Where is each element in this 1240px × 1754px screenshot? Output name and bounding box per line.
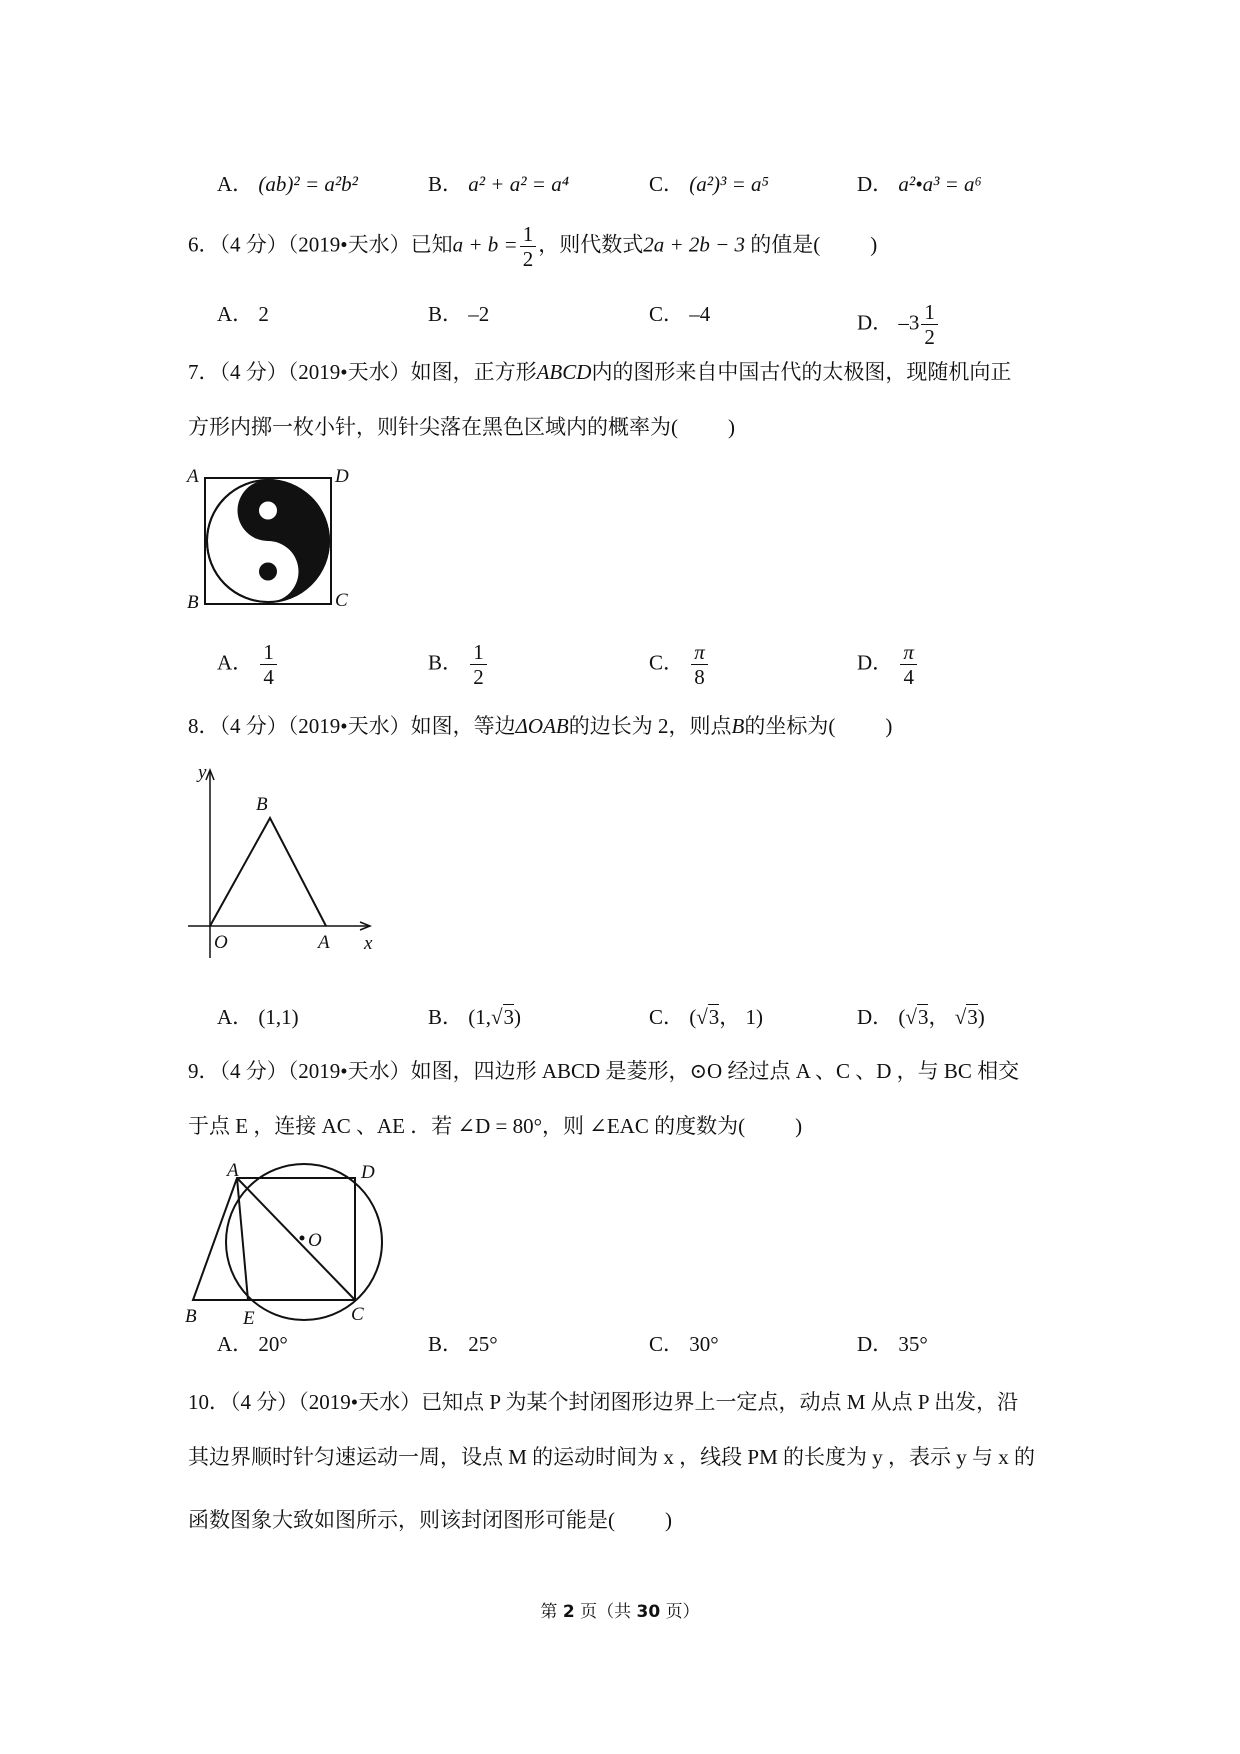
taiji-black-dot [259, 563, 277, 581]
q9-option-b: B． 25° [428, 1332, 498, 1356]
q8-triangle-figure [180, 762, 380, 967]
q9-rhombus-circle-figure [185, 1160, 395, 1330]
q7-stem-line1: 7．（4 分）（2019•天水）如图，正方形ABCD内的图形来自中国古代的太极图，现随机向正 [188, 360, 1012, 384]
q10-stem-line2: 其边界顺时针匀速运动一周，设点 M 的运动时间为 x ，线段 PM 的长度为 y ，表示 y 与 x 的 [188, 1445, 1036, 1469]
q8-stem: 8．（4 分）（2019•天水）如图，等边ΔOAB的边长为 2，则点B的坐标为( ) [188, 714, 893, 738]
q8-option-c: C． (√3， 1) [649, 1005, 764, 1029]
q5-option-b: B． a² + a² = a⁴ [428, 172, 569, 196]
q9-label-b: B [185, 1306, 197, 1327]
q8-option-a: A． (1,1) [217, 1005, 299, 1029]
q7-label-b: B [187, 592, 199, 613]
q9-label-d: D [361, 1162, 375, 1183]
q6-stem: 6．（4 分）（2019•天水）已知a + b = $\frac{1}{2}$ ，则代数式2a + 2b − 3 的值是( ) [188, 222, 878, 271]
q7-stem-line2: 方形内掷一枚小针，则针尖落在黑色区域内的概率为( ) [188, 415, 735, 439]
q6-option-c: C． –4 [649, 302, 711, 326]
q8-label-x: x [364, 933, 373, 954]
q7-taiji-figure [185, 460, 355, 613]
q7-option-c: C． $\frac{\pi}{8}$ [649, 640, 710, 689]
q9-label-c: C [351, 1304, 364, 1325]
q7-option-a: A． $\frac{1}{4}$ [217, 640, 279, 689]
q8-option-b: B． (1,√3) [428, 1005, 522, 1029]
q8-label-o: O [214, 932, 228, 953]
q5-option-c: C． (a²)³ = a⁵ [649, 172, 769, 196]
q5-option-d: D． a²•a³ = a⁶ [857, 172, 982, 196]
q9-stem-line2: 于点 E ，连接 AC 、AE ．若 ∠D = 80°，则 ∠EAC 的度数为( ) [188, 1114, 803, 1138]
q8-label-b: B [256, 794, 268, 815]
q7-option-b: B． $\frac{1}{2}$ [428, 640, 489, 689]
q7-label-a: A [187, 466, 199, 487]
q8-label-a: A [318, 932, 330, 953]
q7-option-d: D． $\frac{\pi}{4}$ [857, 640, 919, 689]
q10-stem-line3: 函数图象大致如图所示，则该封闭图形可能是( ) [188, 1508, 672, 1532]
q7-label-d: D [335, 466, 349, 487]
q9-label-o: O [308, 1230, 322, 1251]
q6-option-d: D． –3 $\frac{1}{2}$ [857, 300, 940, 349]
q10-stem-line1: 10．（4 分）（2019•天水）已知点 P 为某个封闭图形边界上一定点，动点 M 从点 P 出发，沿 [188, 1390, 1019, 1414]
q6-option-a: A． 2 [217, 302, 269, 326]
q9-label-a: A [227, 1160, 239, 1181]
q5-option-a: A． (ab)² = a²b² [217, 172, 358, 196]
page-footer: 第 2 页（共 30 页） [540, 1602, 700, 1622]
q9-option-d: D． 35° [857, 1332, 928, 1356]
q6-fraction: $\frac{1}{2}$ [520, 222, 537, 271]
q9-option-c: C． 30° [649, 1332, 719, 1356]
q6-option-b: B． –2 [428, 302, 490, 326]
taiji-white-dot [259, 502, 277, 520]
q9-label-e: E [243, 1308, 255, 1329]
q9-stem-line1: 9．（4 分）（2019•天水）如图，四边形 ABCD 是菱形，⊙O 经过点 A 、C 、D ，与 BC 相交 [188, 1059, 1020, 1083]
q7-label-c: C [335, 590, 348, 611]
q8-label-y: y [198, 762, 207, 783]
q9-option-a: A． 20° [217, 1332, 288, 1356]
q8-option-d: D． (√3， √3) [857, 1005, 985, 1029]
